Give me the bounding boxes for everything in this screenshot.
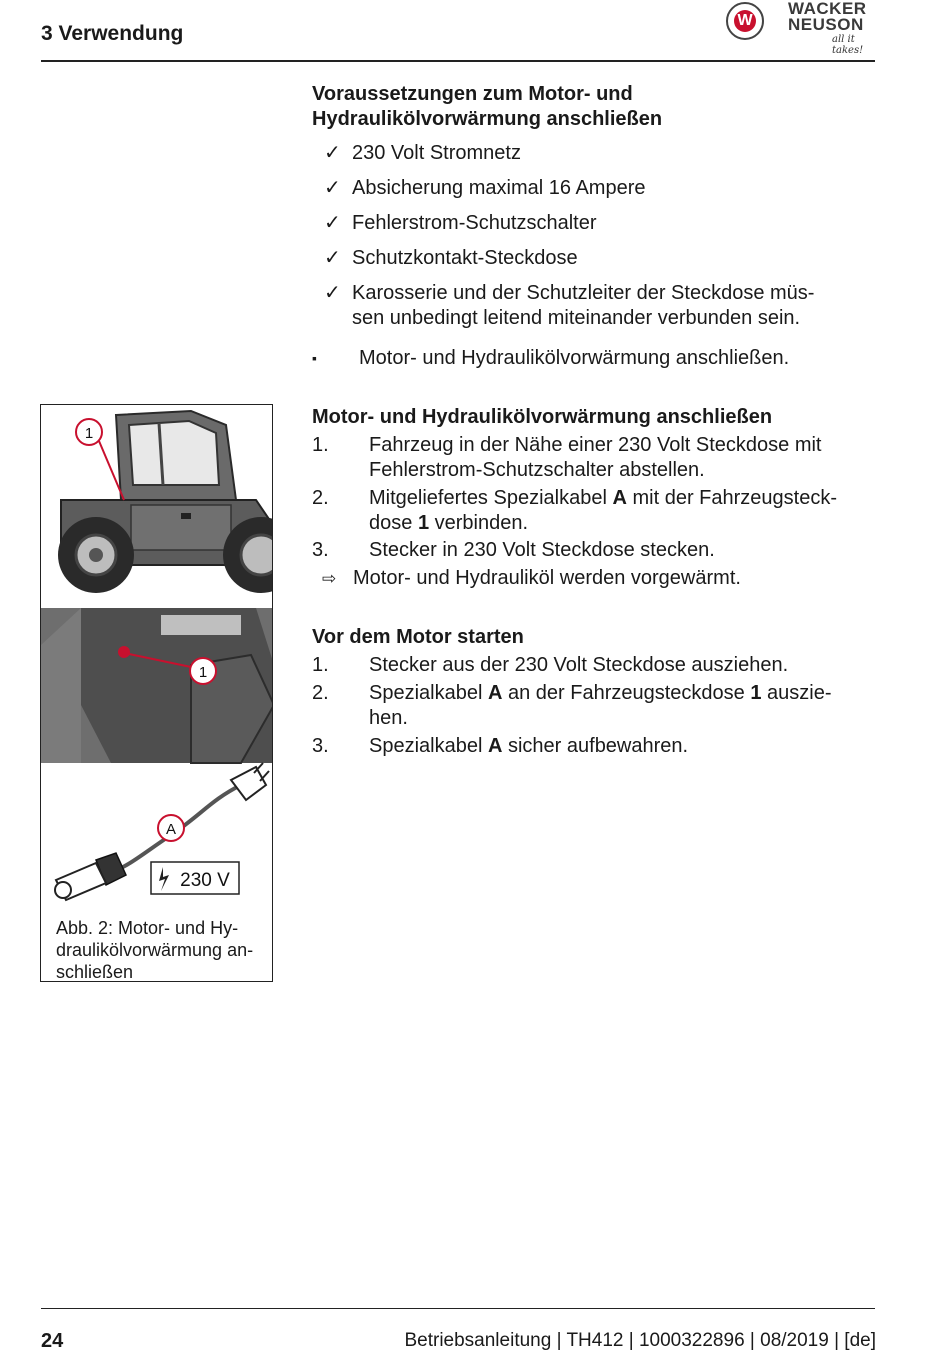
page-number: 24 bbox=[41, 1330, 64, 1352]
check-item-text-line2: sen unbedingt leitend miteinander verbunden sein. bbox=[352, 307, 801, 329]
prerequisites-title-line1: Voraussetzungen zum Motor- und bbox=[312, 83, 633, 105]
step-number: 2. bbox=[312, 682, 329, 704]
step-number: 3. bbox=[312, 735, 329, 757]
check-item-text: Schutzkontakt-Steckdose bbox=[352, 247, 578, 269]
logo-line1: WACKER bbox=[788, 0, 867, 18]
logo-slogan: all it takes! bbox=[832, 34, 864, 56]
logo-line2: NEUSON bbox=[788, 15, 864, 34]
chapter-title: 3 Verwendung bbox=[41, 22, 184, 45]
checkmark-icon: ✓ bbox=[324, 247, 341, 269]
step-text-line1: Spezialkabel A an der Fahrzeugsteckdose 1 auszie- bbox=[369, 682, 832, 704]
checkmark-icon: ✓ bbox=[324, 282, 341, 304]
footer-divider bbox=[41, 1308, 875, 1309]
cable-illustration bbox=[55, 763, 269, 900]
step-text-line2: hen. bbox=[369, 707, 408, 729]
step-number: 3. bbox=[312, 539, 329, 561]
socket-closeup-illustration bbox=[41, 608, 273, 763]
before-start-title: Vor dem Motor starten bbox=[312, 626, 524, 648]
check-item-text: Fehlerstrom-Schutzschalter bbox=[352, 212, 597, 234]
step-text-line2: dose 1 verbinden. bbox=[369, 512, 529, 534]
header-divider bbox=[41, 60, 875, 62]
caption-line3: schließen bbox=[56, 962, 134, 982]
figure-box bbox=[40, 404, 273, 982]
step-text: Stecker aus der 230 Volt Steckdose ausziehen. bbox=[369, 654, 789, 676]
checkmark-icon: ✓ bbox=[324, 142, 341, 164]
caption-line2: draulikölvorwärmung an- bbox=[56, 940, 254, 960]
callout-a-label: A bbox=[165, 821, 177, 838]
voltage-label: 230 V bbox=[180, 870, 230, 891]
step-number: 1. bbox=[312, 654, 329, 676]
step-text: Spezialkabel A sicher aufbewahren. bbox=[369, 735, 689, 757]
step-text-line2: Fehlerstrom-Schutzschalter abstellen. bbox=[369, 459, 705, 481]
prerequisites-title-line2: Hydraulikölvorwärmung anschließen bbox=[312, 108, 663, 130]
action-bullet-icon: ▪ bbox=[312, 350, 317, 366]
result-text: Motor- und Hydrauliköl werden vorgewärmt. bbox=[353, 567, 741, 589]
step-number: 2. bbox=[312, 487, 329, 509]
footer-doc-info: Betriebsanleitung | TH412 | 1000322896 | 08/2019 | [de] bbox=[404, 1330, 876, 1351]
callout-1-label: 1 bbox=[84, 425, 94, 442]
checkmark-icon: ✓ bbox=[324, 212, 341, 234]
check-item-text: Absicherung maximal 16 Ampere bbox=[352, 177, 646, 199]
check-item-text: 230 Volt Stromnetz bbox=[352, 142, 521, 164]
caption-line1: Abb. 2: Motor- und Hy- bbox=[56, 918, 239, 938]
step-text-line1: Mitgeliefertes Spezialkabel A mit der Fahrzeugsteck- bbox=[369, 487, 837, 509]
wacker-neuson-logo bbox=[722, 0, 882, 56]
action-text: Motor- und Hydraulikölvorwärmung anschließen. bbox=[359, 347, 790, 369]
step-text: Stecker in 230 Volt Steckdose stecken. bbox=[369, 539, 715, 561]
connect-title: Motor- und Hydraulikölvorwärmung anschließen bbox=[312, 406, 773, 428]
callout-2-label: 1 bbox=[198, 664, 208, 681]
step-number: 1. bbox=[312, 434, 329, 456]
result-arrow-icon: ⇨ bbox=[322, 569, 337, 588]
w-logo-icon: W bbox=[726, 2, 764, 40]
check-item-text-line1: Karosserie und der Schutzleiter der Steckdose müs- bbox=[352, 282, 815, 304]
telehandler-illustration bbox=[41, 405, 273, 605]
figure-illustration bbox=[41, 405, 273, 915]
figure-caption bbox=[56, 917, 270, 982]
checkmark-icon: ✓ bbox=[324, 177, 341, 199]
step-text-line1: Fahrzeug in der Nähe einer 230 Volt Steckdose mit bbox=[369, 434, 822, 456]
